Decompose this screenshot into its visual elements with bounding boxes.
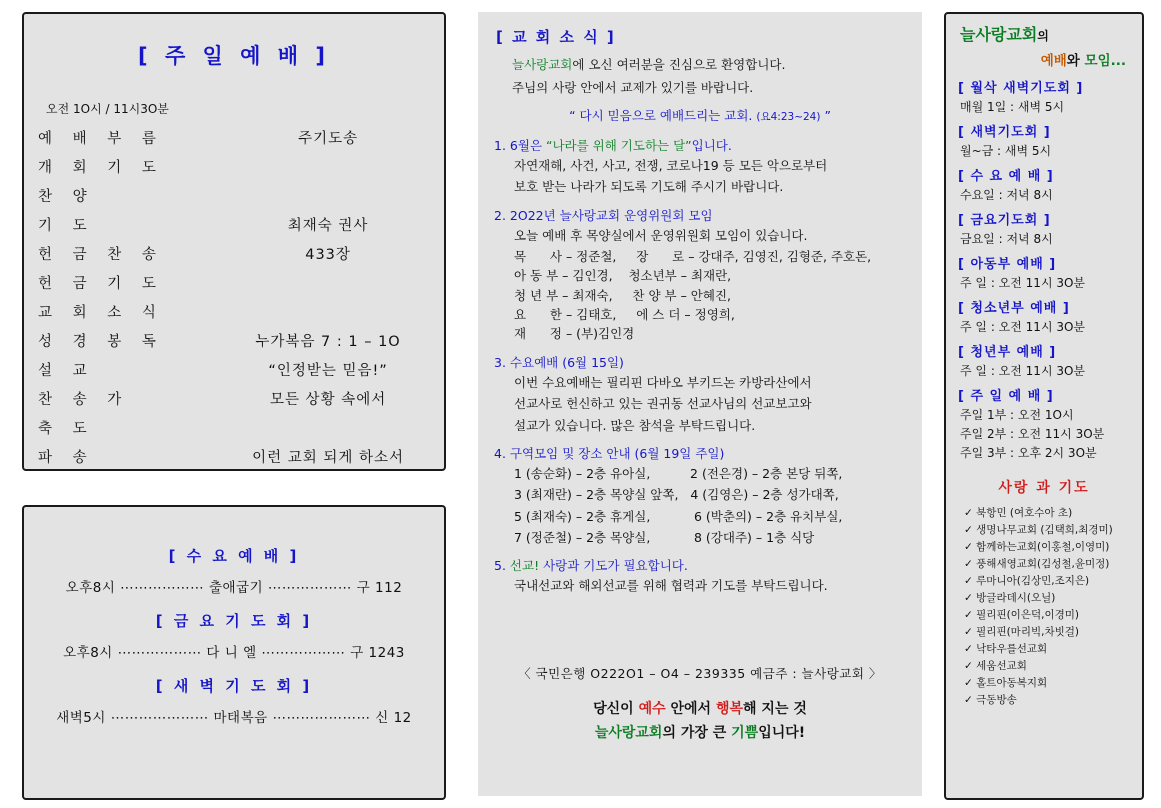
schedule-section [954,77,1134,115]
prayer-item-label: 필리핀(마리빅,차빗걸) [976,626,1079,638]
subtitle-meeting: 모임... [1084,53,1126,69]
news-item-number: 1. [494,137,506,153]
order-item: 설 교 [38,363,95,379]
prayer-item [964,556,1134,571]
prayer-item [964,641,1134,656]
news-item-heading [494,206,908,224]
prayer-item [964,692,1134,707]
check-icon: ✓ [964,694,973,706]
check-icon: ✓ [964,609,973,621]
check-icon: ✓ [964,677,973,689]
order-detail: 이런 교회 되게 하소서 [252,450,405,466]
schedule-panel [944,12,1144,800]
role-line: 재 정 – (부)김인경 [514,326,635,342]
order-item: 기 도 [38,218,95,234]
table-row [38,297,430,326]
order-detail: 433장 [305,247,351,263]
order-detail [226,413,430,442]
order-detail [226,268,430,297]
welcome-text-2: 주님의 사랑 안에서 교제가 있기를 바랍니다. [512,80,754,96]
closing-1c: 안에서 [665,700,716,717]
order-item: 성 경 봉 독 [38,334,164,350]
closing-1a: 당신이 [593,700,639,717]
order-detail [226,181,430,210]
order-item: 헌 금 기 도 [38,276,164,292]
order-detail: 주기도송 [298,131,359,147]
closing-line-2 [492,722,908,746]
prayer-item [964,505,1134,520]
order-detail [226,297,430,326]
order-detail: 모든 상황 속에서 [269,392,387,408]
prayer-item-label: 생명나무교회 (김택희,최경미) [976,524,1113,536]
news-item-body-line: 오늘 예배 후 목양실에서 운영위원회 모임이 있습니다. [514,227,808,243]
check-icon: ✓ [964,507,973,519]
closing-2d: 입니다! [758,724,806,741]
prayer-item [964,607,1134,622]
prayer-item-label: 북항민 (여호수아 초) [976,507,1073,519]
schedule-subtitle [954,49,1126,69]
prayer-item-label: 함께하는교회(이홍철,이영미) [976,541,1110,553]
sunday-worship-title: [ 주 일 예 배 ] [138,44,330,68]
schedule-section [954,385,1134,461]
table-row [38,123,430,152]
news-item-body-line: 이번 수요예배는 필리핀 다바오 부키드논 카방라산에서 [514,374,812,390]
table-row [38,442,430,471]
news-item-2 [492,206,908,344]
prayer-item [964,675,1134,690]
prayer-item [964,590,1134,605]
check-icon: ✓ [964,541,973,553]
news-item-head-prefix: 구역모임 및 장소 안내 (6월 19일 주일) [509,445,725,461]
schedule-section-title: [ 아동부 예배 ] [958,257,1057,272]
prayer-item [964,522,1134,537]
welcome-text [512,55,908,74]
news-item-body-line: 보호 받는 나라가 되도록 기도해 주시기 바랍니다. [514,179,784,195]
news-item-head-prefix: 2O22년 늘사랑교회 운영위원회 모임 [509,207,713,223]
church-name: 늘사랑교회 [960,25,1038,44]
closing-1e: 해 지는 것 [743,700,807,717]
table-row [38,355,430,384]
prayer-list-title: 사랑 과 기도 [998,480,1090,496]
order-item: 축 도 [38,421,95,437]
role-line: 아 동 부 – 김인경, 청소년부 – 최재란, [514,268,732,284]
prayer-item-label: 방글라데시(오닐) [976,592,1056,604]
news-item-body-line: 자연재해, 사건, 사고, 전쟁, 코로나19 등 모든 악으로부터 [514,157,828,173]
news-item-heading [494,136,908,154]
service-block-dawn [38,675,430,726]
news-item-body-line: 5 (최재숙) – 2층 휴게실, 6 (박춘의) – 2층 유치부실, [514,508,843,524]
news-item-body-line: 1 (송순화) – 2층 유아실, 2 (전은경) – 2층 본당 뒤쪽, [514,465,843,481]
church-name-heading [960,22,1134,45]
prayer-item-label: 필리핀(이은덕,이경미) [976,609,1079,621]
prayer-item-label: 세움선교회 [976,660,1027,672]
service-title: [ 수 요 예 배 ] [168,547,300,565]
order-item: 찬 양 [38,189,95,205]
closing-1d: 행복 [715,700,744,717]
sunday-worship-time: 오전 1O시 / 11시3O분 [46,102,169,116]
news-item-number: 2. [494,207,506,223]
schedule-section-line: 주일 1부 : 오전 1O시 [960,408,1074,422]
motto-text: “ 다시 믿음으로 예배드리는 교회. [569,107,753,123]
check-icon: ✓ [964,524,973,536]
news-item-head-prefix: 6월은 [509,137,546,153]
news-item-body-line: 7 (정준철) – 2층 목양실, 8 (강대주) – 1층 식당 [514,530,815,545]
service-line: 오후8시 ⋯⋯⋯⋯⋯⋯ 출애굽기 ⋯⋯⋯⋯⋯⋯ 구 112 [65,580,403,596]
schedule-section [954,253,1134,291]
news-item-5 [492,556,908,595]
church-news-panel [478,12,922,796]
schedule-section-line: 수요일 : 저녁 8시 [960,188,1053,202]
role-line: 목 사 – 정준철, 장 로 – 강대주, 김영진, 김형준, 주호돈, [514,248,872,264]
table-row [38,152,430,181]
closing-message [492,698,908,746]
schedule-section-title: [ 새벽기도회 ] [958,125,1051,140]
news-item-head-emphasis: “나라를 위해 기도하는 달” [546,137,692,153]
news-item-head-prefix: 수요예배 (6월 15일) [509,354,624,370]
prayer-item-label: 루마니아(김상민,조지은) [976,575,1090,587]
subtitle-worship: 예배 [1040,53,1067,69]
prayer-item [964,539,1134,554]
news-item-number: 5. [494,558,506,574]
table-row [38,210,430,239]
order-item: 파 송 [38,450,95,466]
service-block-friday [38,610,430,661]
schedule-section [954,297,1134,335]
motto-reference: (요4:23~24) [756,110,821,123]
welcome-rest: 에 오신 여러분을 진심으로 환영합니다. [572,57,786,72]
table-row [38,239,430,268]
sunday-worship-panel [22,12,446,471]
order-detail: 최재숙 권사 [287,218,369,234]
schedule-section-line: 매월 1일 : 새벽 5시 [960,100,1065,114]
order-item: 예 배 부 름 [38,131,164,147]
news-item-heading [494,353,908,371]
role-line: 요 한 – 김태호, 에 스 더 – 정영희, [514,307,735,322]
news-item-body-line: 국내선교와 해외선교를 위해 협력과 기도를 부탁드립니다. [514,578,828,594]
news-item-number: 3. [494,354,506,370]
news-item-1 [492,136,908,197]
schedule-section-title: [ 청소년부 예배 ] [958,301,1070,316]
closing-2a: 늘사랑교회 [594,724,663,741]
service-title: [ 새 벽 기 도 회 ] [155,677,313,695]
check-icon: ✓ [964,558,973,570]
closing-1b: 예수 [638,700,666,717]
news-item-body-line: 3 (최재란) – 2층 목양실 앞쪽, 4 (김영은) – 2층 성가대쪽, [514,487,839,503]
order-item: 찬 송 가 [38,392,130,408]
schedule-section-line: 주일 3부 : 오후 2시 3O분 [960,446,1097,460]
order-item: 헌 금 찬 송 [38,247,164,263]
welcome-church-name: 늘사랑교회 [512,57,573,72]
check-icon: ✓ [964,575,973,587]
order-item: 교 회 소 식 [38,305,164,321]
table-row [38,413,430,442]
check-icon: ✓ [964,592,973,604]
prayer-item-label: 홀트아동복지회 [976,677,1048,689]
schedule-section-line: 주 일 : 오전 11시 3O분 [960,364,1086,378]
news-title: [ 교 회 소 식 ] [496,28,616,46]
prayer-item [964,658,1134,673]
closing-2c: 기쁨 [731,724,759,741]
check-icon: ✓ [964,643,973,655]
schedule-section-title: [ 주 일 예 배 ] [958,389,1054,404]
order-item: 개 회 기 도 [38,160,164,176]
role-line: 청 년 부 – 최재숙, 찬 양 부 – 안혜진, [514,287,732,303]
committee-roles [514,247,908,344]
order-detail: 누가복음 7 : 1 – 1O [255,334,401,350]
schedule-section-title: [ 청년부 예배 ] [958,345,1057,360]
order-detail: “인정받는 믿음!” [268,363,388,379]
schedule-section-line: 주일 2부 : 오전 11시 3O분 [960,427,1105,441]
worship-order-table [38,123,430,471]
order-detail [226,152,430,181]
table-row [38,384,430,413]
schedule-section [954,165,1134,203]
prayer-item-label: 풍해새영교회(김성철,윤미정) [976,558,1110,570]
prayer-item [964,624,1134,639]
schedule-section [954,341,1134,379]
service-title: [ 금 요 기 도 회 ] [155,612,313,630]
news-item-heading [494,444,908,462]
bank-account-info: 〈 국민은행 O222O1 – O4 – 239335 예금주 : 늘사랑교회 〉 [518,665,882,681]
check-icon: ✓ [964,660,973,672]
news-item-body-line: 설교가 있습니다. 많은 참석을 부탁드립니다. [514,417,756,433]
prayer-item-label: 극동방송 [976,694,1017,706]
service-line: 오후8시 ⋯⋯⋯⋯⋯⋯ 다 니 엘 ⋯⋯⋯⋯⋯⋯ 구 1243 [63,645,405,661]
schedule-section [954,209,1134,247]
prayer-item-label: 낙타우를선교회 [976,643,1048,655]
news-item-heading [494,556,908,574]
schedule-section-line: 금요일 : 저녁 8시 [960,232,1053,246]
church-name-suffix: 의 [1037,29,1049,43]
table-row [38,268,430,297]
schedule-section-line: 주 일 : 오전 11시 3O분 [960,276,1086,290]
table-row [38,326,430,355]
service-block-wednesday [38,545,430,596]
news-item-head-emphasis: 선교! [509,558,540,574]
news-item-4 [492,444,908,548]
schedule-section-title: [ 수 요 예 배 ] [958,169,1054,184]
schedule-section-line: 월~금 : 새벽 5시 [960,144,1052,158]
church-motto [492,106,908,124]
news-item-head-suffix: 사랑과 기도가 필요합니다. [539,558,688,574]
news-item-3 [492,353,908,435]
closing-line-1 [492,698,908,722]
news-item-body-line: 선교사로 헌신하고 있는 권귀동 선교사님의 선교보고와 [514,396,812,412]
subtitle-conj: 와 [1066,53,1085,69]
schedule-section-title: [ 금요기도회 ] [958,213,1051,228]
closing-2b: 의 가장 큰 [662,724,732,741]
schedule-section-line: 주 일 : 오전 11시 3O분 [960,320,1086,334]
news-item-number: 4. [494,445,506,461]
schedule-section-title: [ 월삭 새벽기도회 ] [958,81,1084,96]
news-item-head-suffix: 입니다. [691,137,732,153]
prayer-item [964,573,1134,588]
motto-close: ” [824,107,831,123]
table-row [38,181,430,210]
service-line: 새벽5시 ⋯⋯⋯⋯⋯⋯⋯ 마태복음 ⋯⋯⋯⋯⋯⋯⋯ 신 12 [56,710,412,726]
weekly-services-panel [22,505,446,800]
check-icon: ✓ [964,626,973,638]
schedule-section [954,121,1134,159]
